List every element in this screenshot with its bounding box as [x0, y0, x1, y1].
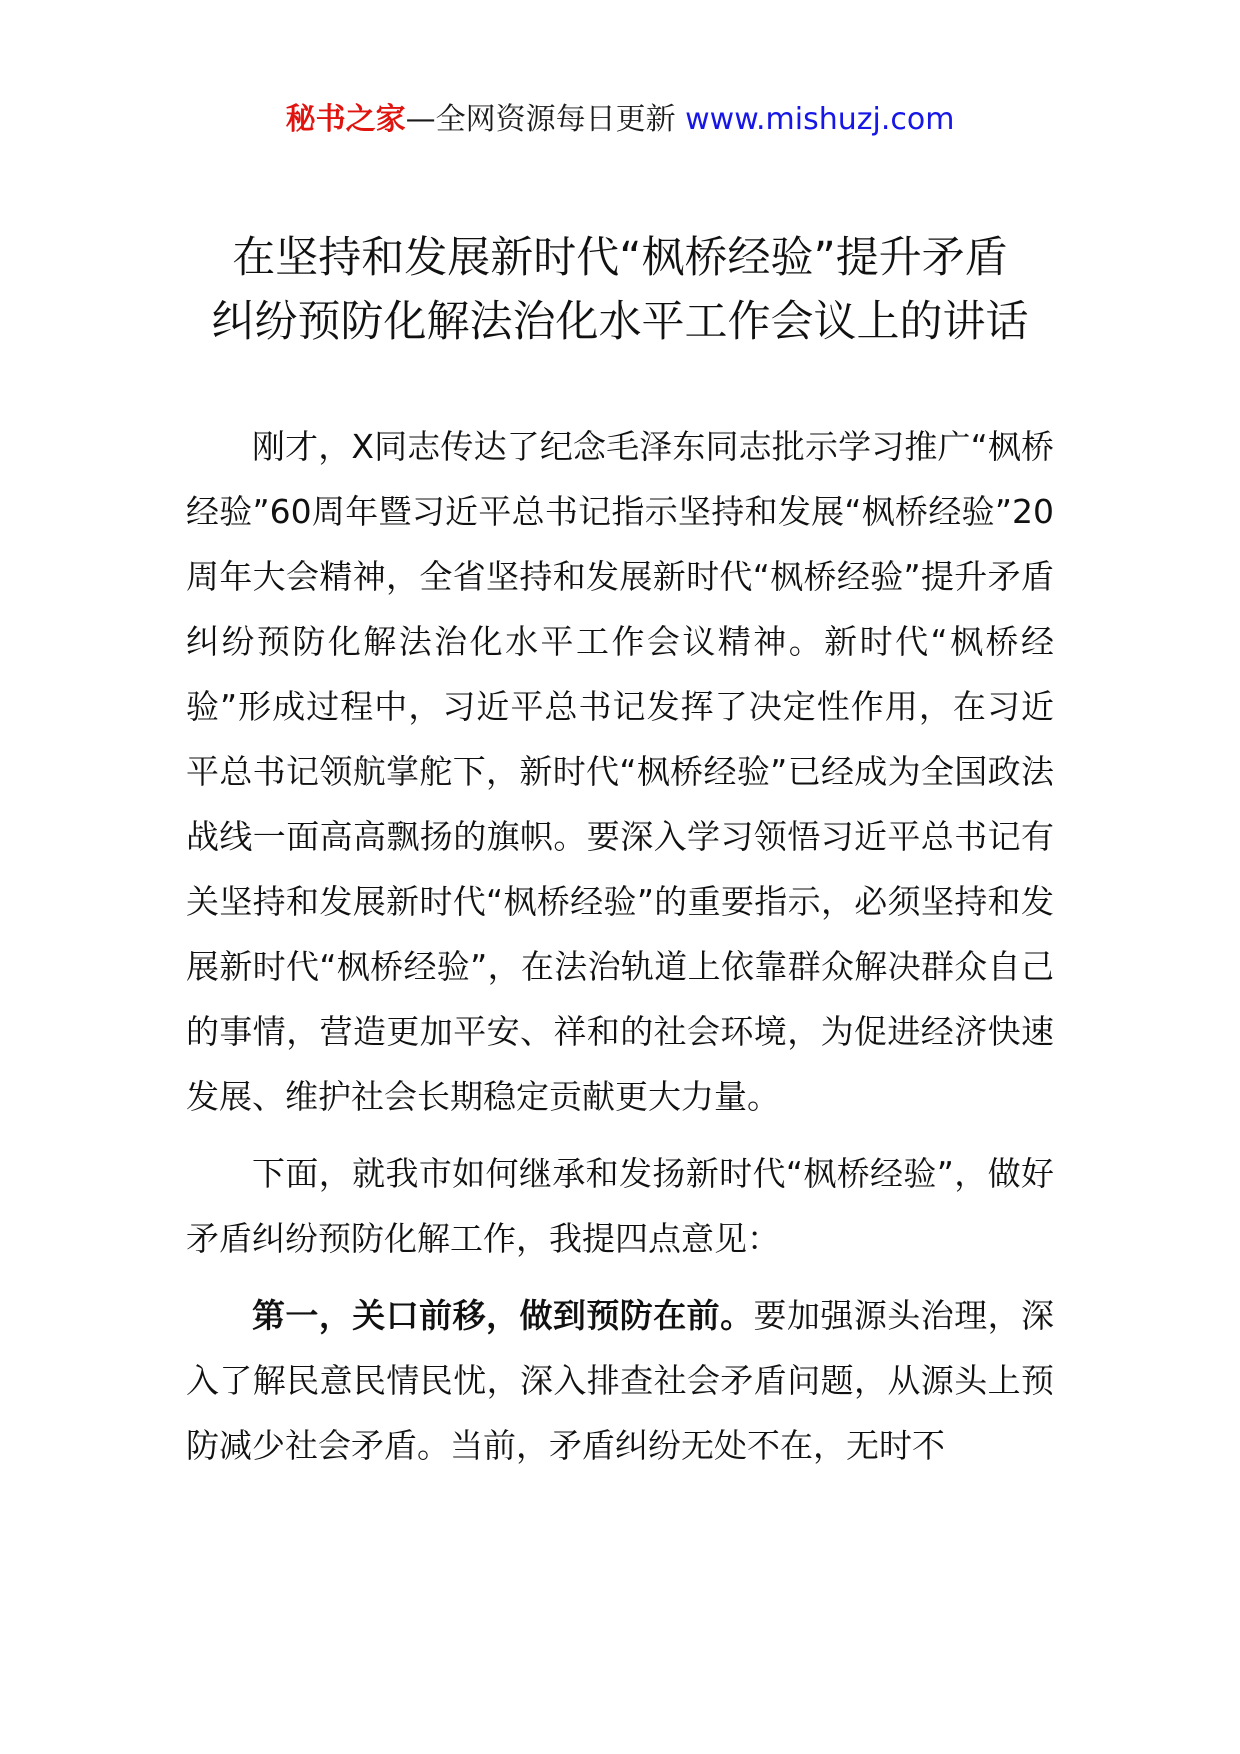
- website-link[interactable]: www.mishuzj.com: [685, 102, 955, 137]
- page-header: [0, 100, 1240, 140]
- brand-name: 秘书之家: [285, 102, 406, 137]
- title-line-2: 纠纷预防化解法治化水平工作会议上的讲话: [211, 297, 1029, 347]
- point-one-text: 要加强源头治理，深入了解民意民情民忧，深入排查社会矛盾问题，从源头上预防减少社会矛盾。当前，矛盾纠纷无处不在，无时不: [186, 1296, 1055, 1465]
- document-title: [150, 226, 1090, 354]
- document-body: [186, 414, 1054, 1490]
- paragraph-point-one: [186, 1283, 1054, 1478]
- title-line-1: 在坚持和发展新时代“枫桥经验”提升矛盾: [232, 233, 1008, 283]
- header-tagline: —全网资源每日更新: [405, 102, 686, 137]
- point-one-heading: 第一，关口前移，做到预防在前。: [252, 1296, 754, 1335]
- paragraph-transition: 下面，就我市如何继承和发扬新时代“枫桥经验”，做好矛盾纠纷预防化解工作，我提四点意见：: [186, 1154, 1054, 1258]
- paragraph-intro: 刚才，X同志传达了纪念毛泽东同志批示学习推广“枫桥经验”60周年暨习近平总书记指示坚持和发展“枫桥经验”20周年大会精神，全省坚持和发展新时代“枫桥经验”提升矛盾纠纷预防化解法治化水平工作会议精神。新时代“枫桥经验”形成过程中，习近平总书记发挥了决定性作用，在习近平总书记领航掌舵下，新时代“枫桥经验”已经成为全国政法战线一面高高飘扬的旗帜。要深入学习领悟习近平总书记有关坚持和发展新时代“枫桥经验”的重要指示，必须坚持和发展新时代“枫桥经验”，在法治轨道上依靠群众解决群众自己的事情，营造更加平安、祥和的社会环境，为促进经济快速发展、维护社会长期稳定贡献更大力量。: [186, 427, 1055, 1116]
